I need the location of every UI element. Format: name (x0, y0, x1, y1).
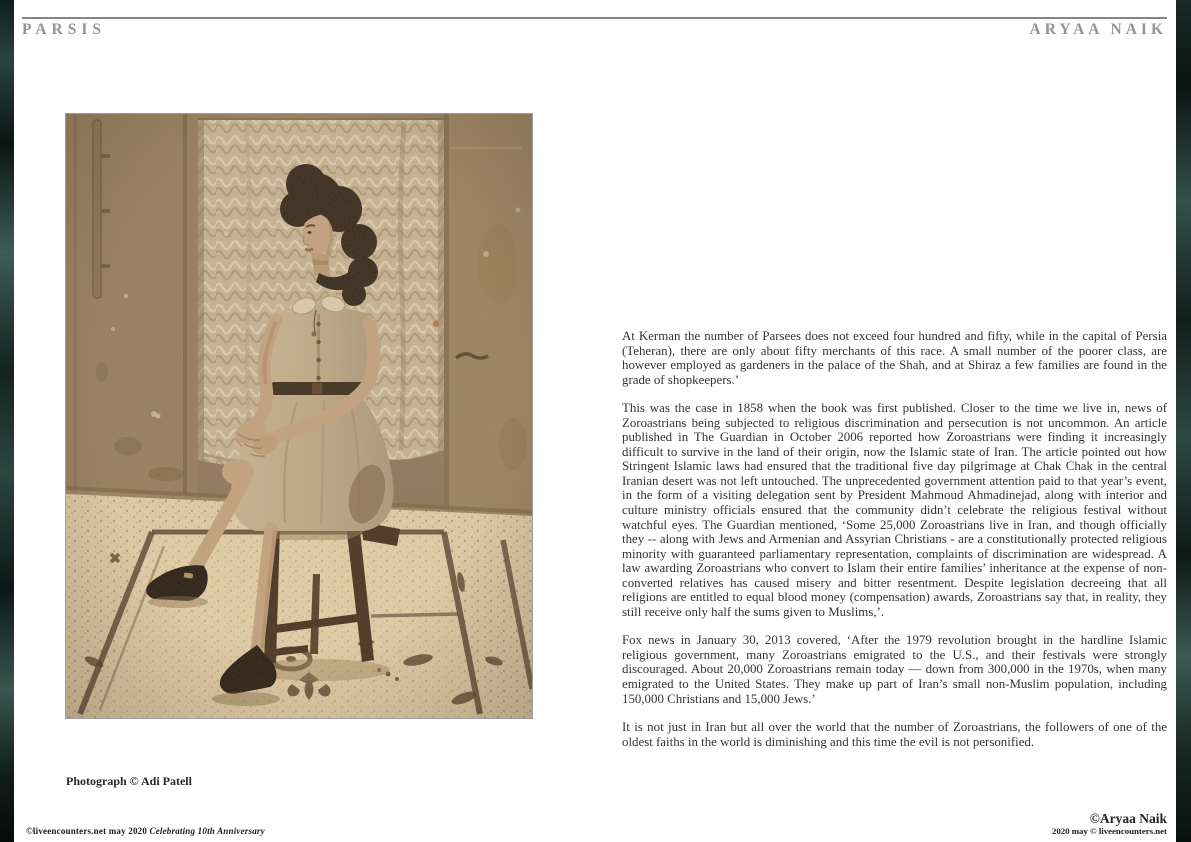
footer-author-credit: ©Aryaa Naik (1089, 811, 1167, 826)
paragraph-3: Fox news in January 30, 2013 covered, ‘After the 1979 revolution brought in the hardline Islamic religious government, many Zoroastrians emigrated to the U.S., and their festivals were strongly discouraged. About 20,000 Zoroastrians remain today — down from 300,000 in the 1970s, when many emigrated to the United States. They make up part of Iran’s small non-Muslim population, including 150,000 Christians and 15,000 Jews.’ (622, 633, 1167, 706)
background-texture-right (1176, 0, 1191, 842)
background-texture-left (0, 0, 14, 842)
paragraph-2: This was the case in 1858 when the book was first published. Closer to the time we live in, news of Zoroastrians being subjected to religious discrimination and persecution is not uncommon. An article published in The Guardian in October 2006 reported how Zoroastrians were finding it increasingly difficult to survive in the land of their origin, now the Islamic state of Iran. The article pointed out how Stringent Islamic laws had ensured that the traditional five day pilgrimage at Chak Chak in the central Iranian desert was not left untouched. The unprecedented government attention paid to that year’s event, in the form of a visiting delegation sent by President Mahmoud Ahmadinejad, along with interior and culture ministry officials ensured that the community didn’t celebrate the religious festival without watchful eyes. The Guardian mentioned, ‘Some 25,000 Zoroastrians live in Iran, and though officially they -- along with Jews and Armenian and Assyrian Christians - are a constitutionally protected religious minority with guaranteed parliamentary representation, complaints of discrimination are widespread. A law awarding Zoroastrians who convert to Islam their entire families’ inheritance at the expense of non-converted relatives has caused misery and bitter resentment. Despite legislation decreeing that all religions are entitled to equal blood money (compensation) awards, Zoroastrians say that, in reality, they still receive only half the sums given to Muslims,’. (622, 401, 1167, 619)
article-text (622, 329, 1167, 763)
portrait-photo-illustration (66, 114, 532, 718)
paragraph-1: At Kerman the number of Parsees does not exceed four hundred and fifty, while in the capital of Persia (Teheran), there are only about fifty merchants of this race. A small number of the poorer class, are however employed as gardeners in the palace of the Shah, and at Shiraz a few families are found in the grade of shopkeepers.’ (622, 329, 1167, 387)
page-title: PARSIS (22, 21, 106, 38)
magazine-page (14, 0, 1176, 842)
photo-caption: Photograph © Adi Patell (66, 774, 192, 788)
footer-anniversary-note: Celebrating 10th Anniversary (149, 826, 265, 836)
footer-copyright-left (26, 826, 265, 836)
footer-copyright-right (1052, 811, 1167, 836)
paragraph-4: It is not just in Iran but all over the world that the number of Zoroastrians, the followers of one of the oldest faiths in the world is diminishing and this time the evil is not personified. (622, 720, 1167, 749)
header-rule (22, 17, 1167, 19)
photograph (65, 113, 533, 719)
footer-site-credit: ©liveencounters.net may 2020 (26, 826, 150, 836)
footer-site-credit-right: 2020 may © liveencounters.net (1051, 826, 1167, 836)
author-name: ARYAA NAIK (1029, 21, 1167, 38)
